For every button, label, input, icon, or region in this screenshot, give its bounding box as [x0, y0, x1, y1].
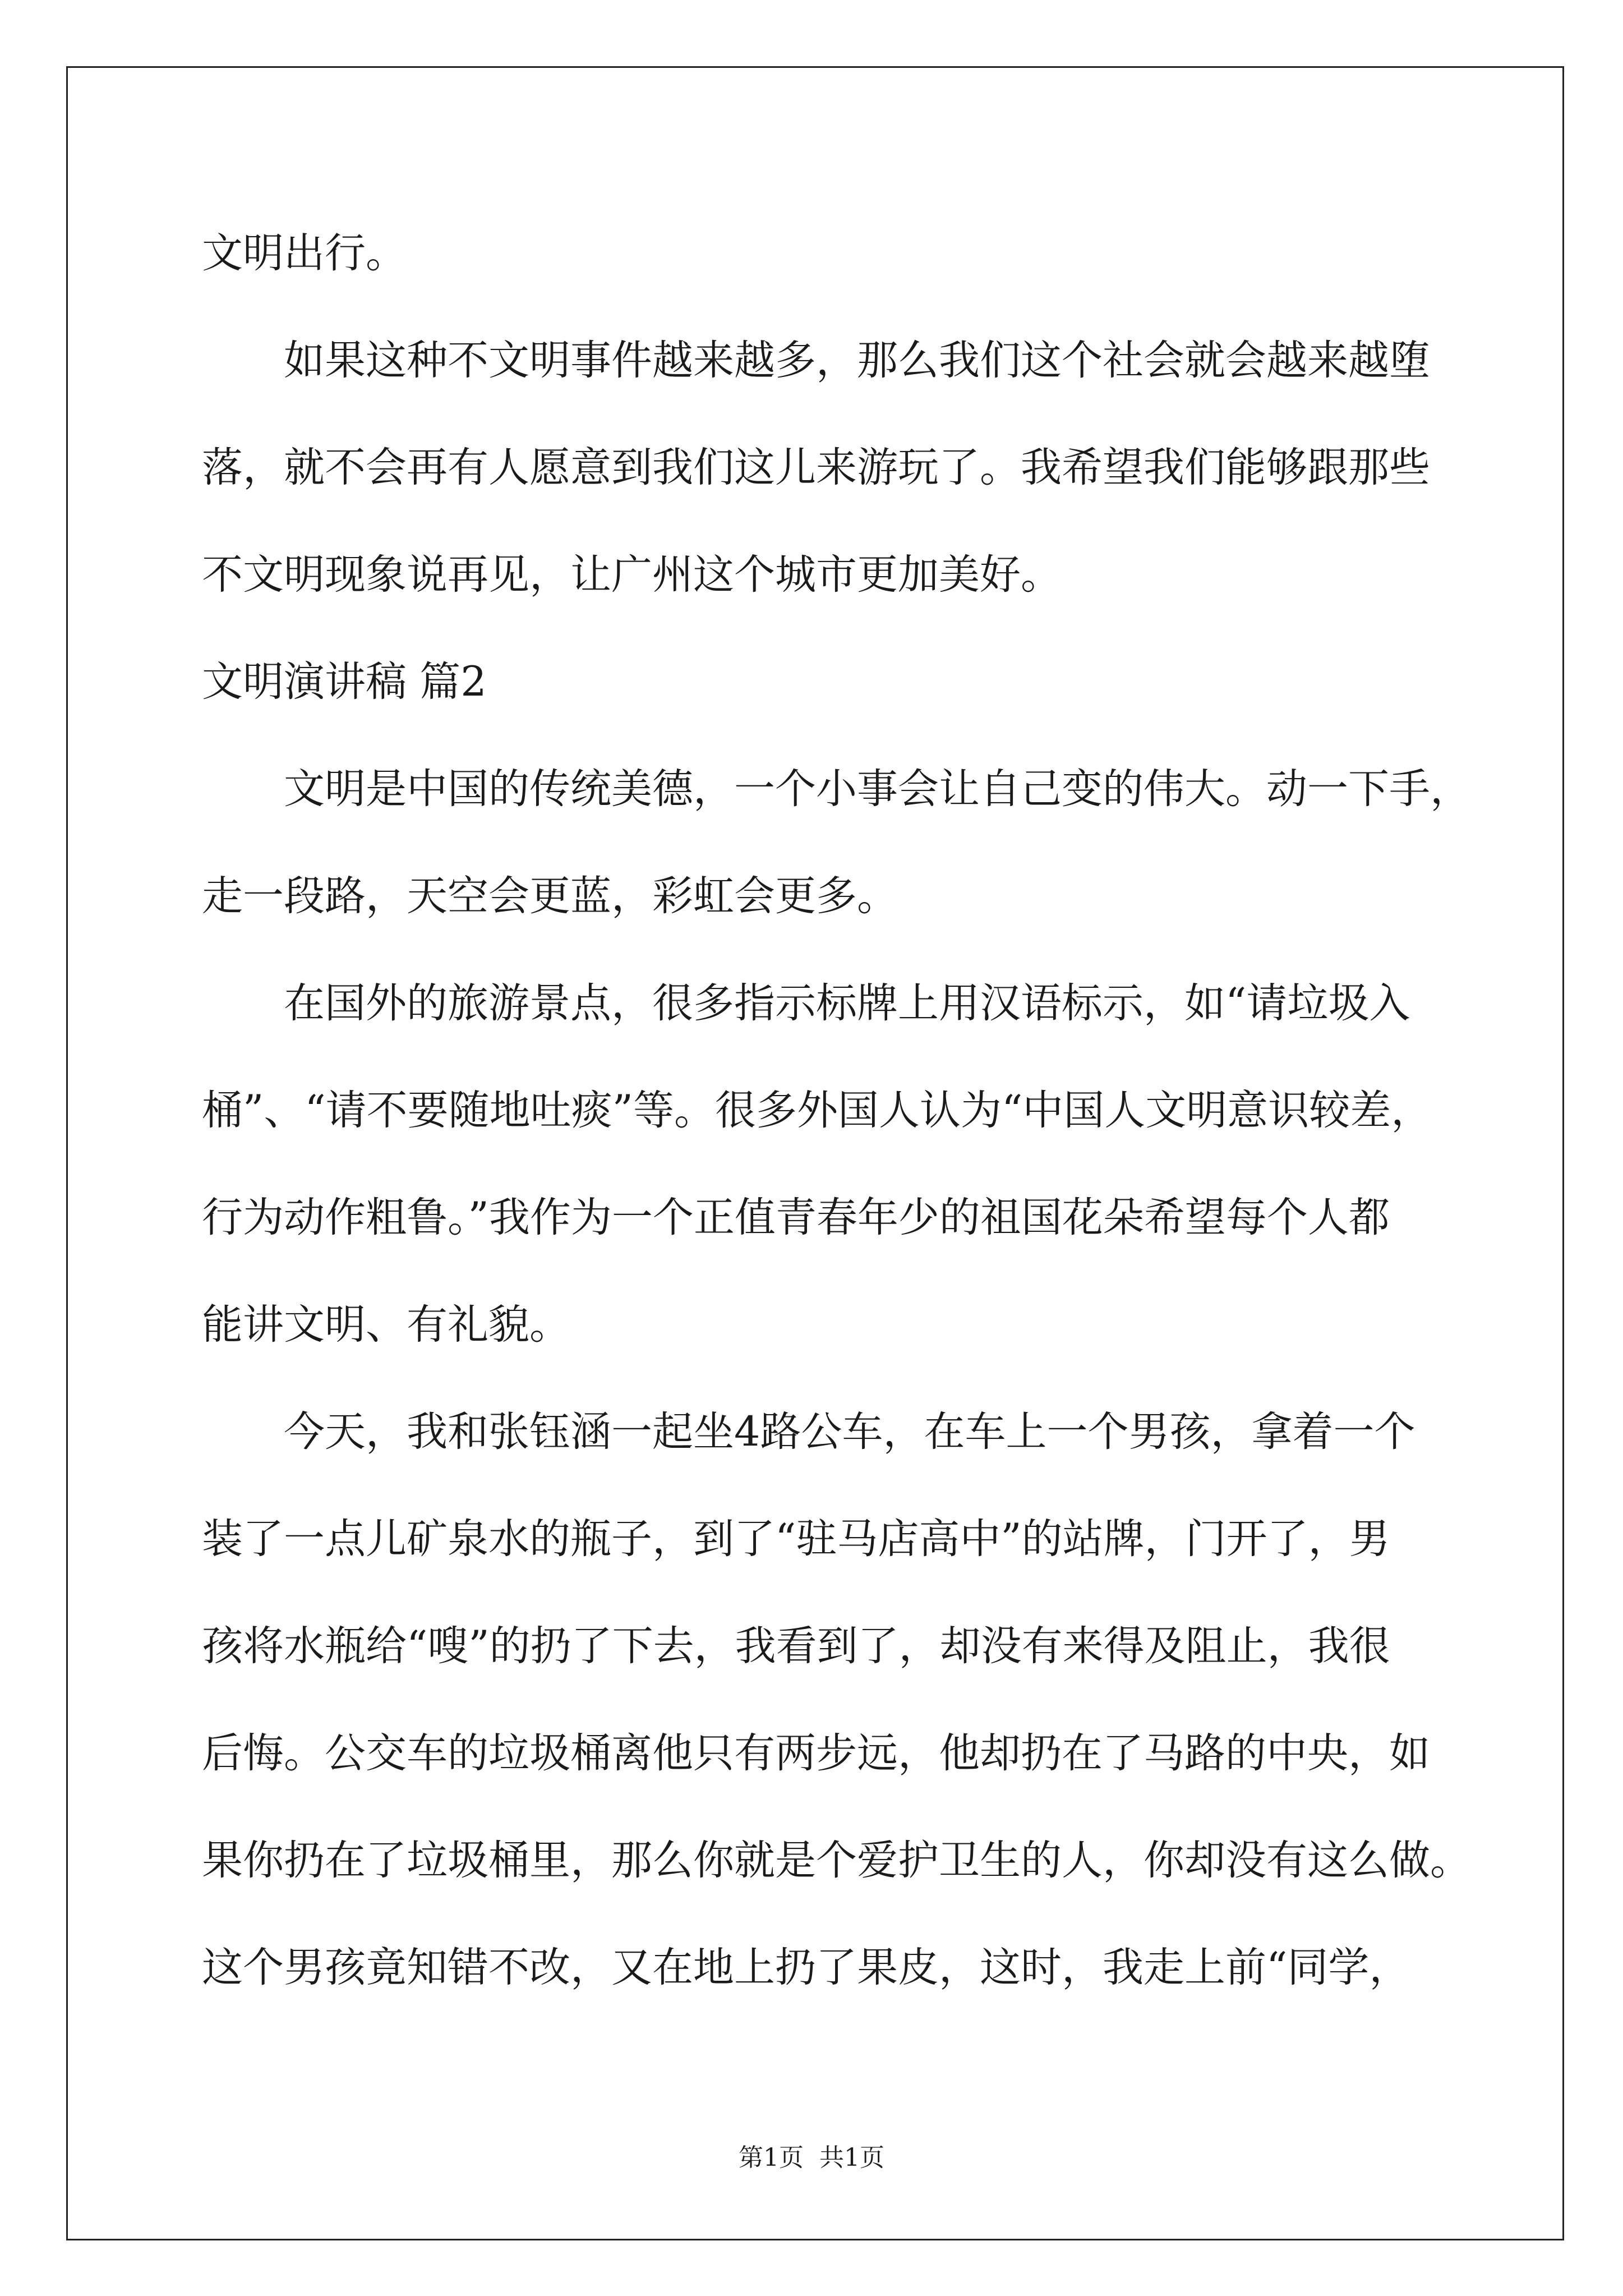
paragraph-line: 文明是中国的传统美德，一个小事会让自己变的伟大。动一下手，: [284, 765, 1471, 813]
paragraph-line: 果你扔在了垃圾桶里，那么你就是个爱护卫生的人，你却没有这么做。: [202, 1837, 1471, 1884]
paragraph-line: 不文明现象说再见，让广州这个城市更加美好。: [202, 551, 1062, 599]
paragraph: [202, 307, 1548, 628]
paragraph-line: 如果这种不文明事件越来越多，那么我们这个社会就会越来越堕: [284, 337, 1430, 384]
paragraph-line: 装了一点儿矿泉水的瓶子，到了“驻马店高中”的站牌，门开了，男: [202, 1515, 1390, 1563]
paragraph-line: 能讲文明、有礼貌。: [202, 1301, 570, 1349]
paragraph-line: 行为动作粗鲁。”我作为一个正值青春年少的祖国花朵希望每个人都: [202, 1194, 1390, 1241]
paragraph-line: 在国外的旅游景点，很多指示标牌上用汉语标示，如“请垃圾入: [284, 979, 1410, 1027]
paragraph-line: 孩将水瓶给“嗖”的扔了下去，我看到了，却没有来得及阻止，我很: [202, 1622, 1390, 1670]
section-heading: 文明演讲稿 篇2: [202, 658, 487, 706]
paragraph-line: 今天，我和张钰涵一起坐4路公车，在车上一个男孩，拿着一个: [284, 1408, 1415, 1456]
paragraph: [202, 200, 1548, 307]
paragraph-line: 这个男孩竟知错不改，又在地上扔了果皮，这时，我走上前“同学，: [202, 1944, 1410, 1991]
paragraph: [202, 735, 1548, 950]
page-footer: 第1页 共1页: [739, 2143, 884, 2172]
paragraph: [202, 1378, 1548, 2021]
paragraph-line: 文明出行。: [202, 229, 407, 277]
paragraph: [202, 950, 1548, 1378]
document-body: [202, 200, 1548, 2021]
paragraph-line: 桶”、“请不要随地吐痰”等。很多外国人认为“中国人文明意识较差，: [202, 1087, 1432, 1134]
paragraph-line: 后悔。公交车的垃圾桶离他只有两步远，他却扔在了马路的中央，如: [202, 1729, 1430, 1777]
paragraph-line: 走一段路，天空会更蓝，彩虹会更多。: [202, 872, 898, 920]
paragraph-line: 落，就不会再有人愿意到我们这儿来游玩了。我希望我们能够跟那些: [202, 444, 1430, 491]
